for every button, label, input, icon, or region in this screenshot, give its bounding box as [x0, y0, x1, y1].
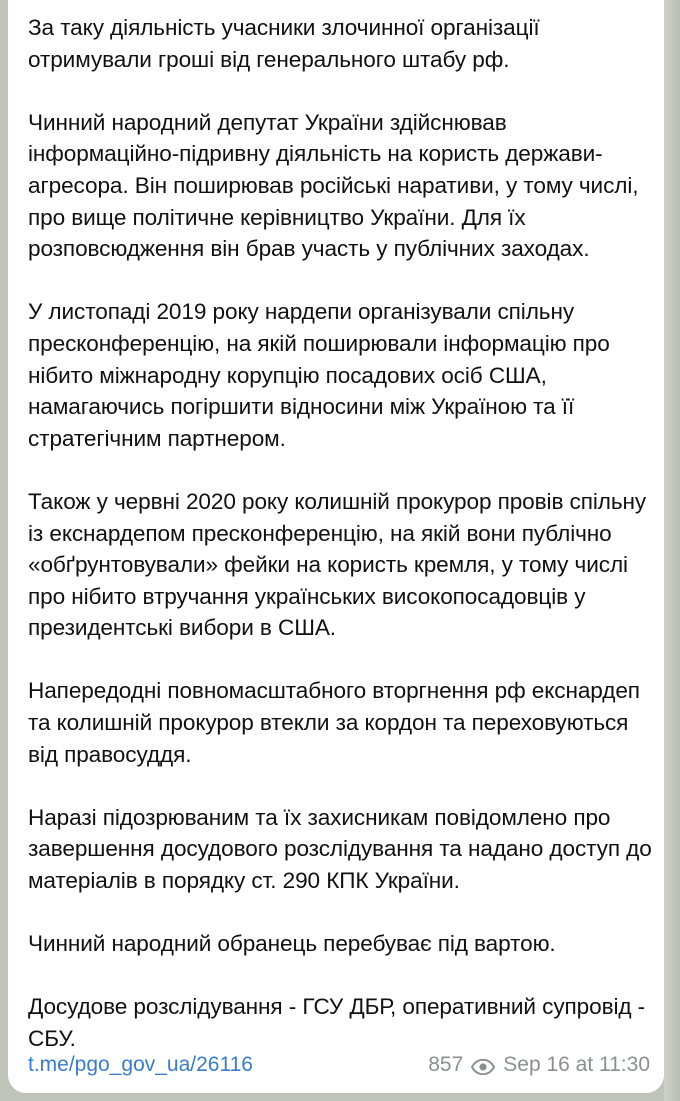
- message-paragraph: Наразі підозрюваним та їх захисникам повідомлено про завершення досудового розслідування та надано доступ до матеріалів в порядку ст. 290 КПК України.: [28, 804, 652, 894]
- message-bubble: [8, 0, 664, 1093]
- message-paragraph: За таку діяльність учасники злочинної організації отримували гроші від генерального штабу рф.: [28, 15, 540, 72]
- message-timestamp: Sep 16 at 11:30: [503, 1053, 650, 1076]
- message-paragraph: Чинний народний обранець перебуває під вартою.: [28, 931, 556, 957]
- message-text: [28, 12, 658, 1055]
- eye-icon: [471, 1057, 495, 1073]
- source-link[interactable]: t.me/pgo_gov_ua/26116: [28, 1053, 253, 1076]
- message-paragraph: Досудове розслідування - ГСУ ДБР, оперативний супровід - СБУ.: [28, 994, 646, 1051]
- message-meta: [428, 1053, 650, 1077]
- background-edge: [664, 0, 680, 1101]
- message-paragraph: У листопаді 2019 року нардепи організували спільну пресконференцію, на якій поширювали інформацію про нібито міжнародну корупцію посадових осіб США, намагаючись погіршити відносини між Україною та її стратегічним партнером.: [28, 299, 610, 451]
- message-paragraph: Напередодні повномасштабного вторгнення рф екснардеп та колишній прокурор втекли за кордон та переховуються від правосуддя.: [28, 678, 640, 767]
- message-paragraph: Чинний народний депутат України здійснював інформаційно-підривну діяльність на користь держави-агресора. Він поширював російські наративи, у тому числі, про вище політичне керівництво України. Для їх розповсюдження він брав участь у публічних заходах.: [28, 109, 639, 262]
- view-count: 857: [428, 1053, 464, 1076]
- message-footer: [28, 1049, 650, 1081]
- message-paragraph: Також у червні 2020 року колишній прокурор провів спільну із екснардепом пресконференцію, на якій вони публічно «обґрунтовували» фейки на користь кремля, у тому числі про нібито втручання українських високопосадовців у президентські вибори в США.: [28, 488, 647, 641]
